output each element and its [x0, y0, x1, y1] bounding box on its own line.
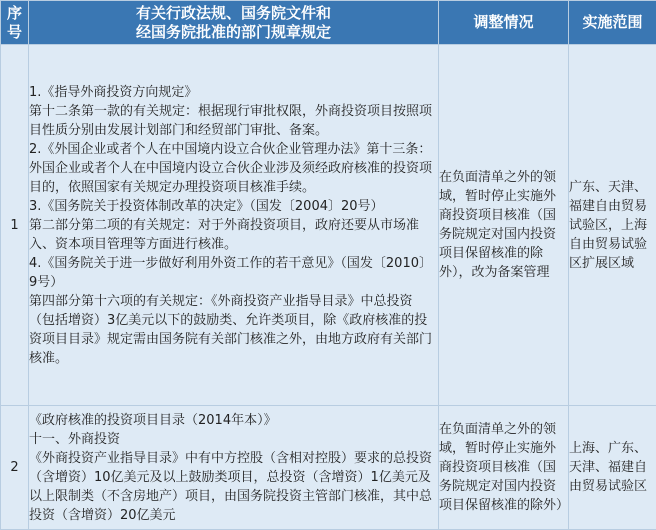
- table-row: [1, 406, 656, 530]
- row-scope: 上海、广东、天津、福建自由贸易试验区: [569, 406, 656, 530]
- content-line: 4.《国务院关于进一步做好利用外资工作的若干意见》（国发〔2010〕9号）: [29, 254, 438, 292]
- content-line: 第二部分第二项的有关规定：对于外商投资项目，政府还要从市场准入、资本项目管理等方面进行核准。: [29, 216, 438, 254]
- content-line: 《政府核准的投资项目目录（2014年本）》: [29, 411, 438, 430]
- table-header-row: [1, 1, 656, 45]
- row-content: [29, 45, 439, 406]
- row-seq: 1: [1, 45, 29, 406]
- row-scope: 广东、天津、福建自由贸易试验区，上海自由贸易试验区扩展区域: [569, 45, 656, 406]
- row-adjustment: 在负面清单之外的领域，暂时停止实施外商投资项目核准（国务院规定对国内投资项目保留核准的除外），改为备案管理: [439, 45, 569, 406]
- header-regulation-line-1: 有关行政法规、国务院文件和: [29, 4, 438, 23]
- content-line: 1.《指导外商投资方向规定》: [29, 83, 438, 102]
- header-regulation-line-2: 经国务院批准的部门规章规定: [29, 23, 438, 42]
- content-line: 第十二条第一款的有关规定：根据现行审批权限，外商投资项目按照项目性质分别由发展计划部门和经贸部门审批、备案。: [29, 102, 438, 140]
- row-seq: 2: [1, 406, 29, 530]
- header-adjustment: 调整情况: [439, 1, 569, 45]
- row-adjustment: 在负面清单之外的领域，暂时停止实施外商投资项目核准（国务院规定对国内投资项目保留核准的除外）: [439, 406, 569, 530]
- header-regulation: [29, 1, 439, 45]
- header-seq: [1, 1, 29, 45]
- content-line: 3.《国务院关于投资体制改革的决定》（国发〔2004〕20号）: [29, 197, 438, 216]
- content-line: 十一、外商投资: [29, 430, 438, 449]
- content-line: 《外商投资产业指导目录》中有中方控股（含相对控股）要求的总投资（含增资）10亿美元及以上鼓励类项目，总投资（含增资）1亿美元及以上限制类（不含房地产）项目，由国务院投资主管部门核准，其中总投资（含增资）20亿美元: [29, 449, 438, 525]
- header-seq-line-1: 序: [1, 4, 28, 23]
- content-line: 第四部分第十六项的有关规定：《外商投资产业指导目录》中总投资（包括增资）3亿美元以下的鼓励类、允许类项目，除《政府核准的投资项目目录》规定需由国务院有关部门核准之外，由地方政府有关部门核准。: [29, 292, 438, 368]
- table-row: [1, 45, 656, 406]
- row-content: [29, 406, 439, 530]
- header-seq-line-2: 号: [1, 23, 28, 42]
- content-line: 2.《外国企业或者个人在中国境内设立合伙企业管理办法》第十三条：外国企业或者个人在中国境内设立合伙企业涉及须经政府核准的投资项目的，依照国家有关规定办理投资项目核准手续。: [29, 140, 438, 197]
- header-scope: 实施范围: [569, 1, 656, 45]
